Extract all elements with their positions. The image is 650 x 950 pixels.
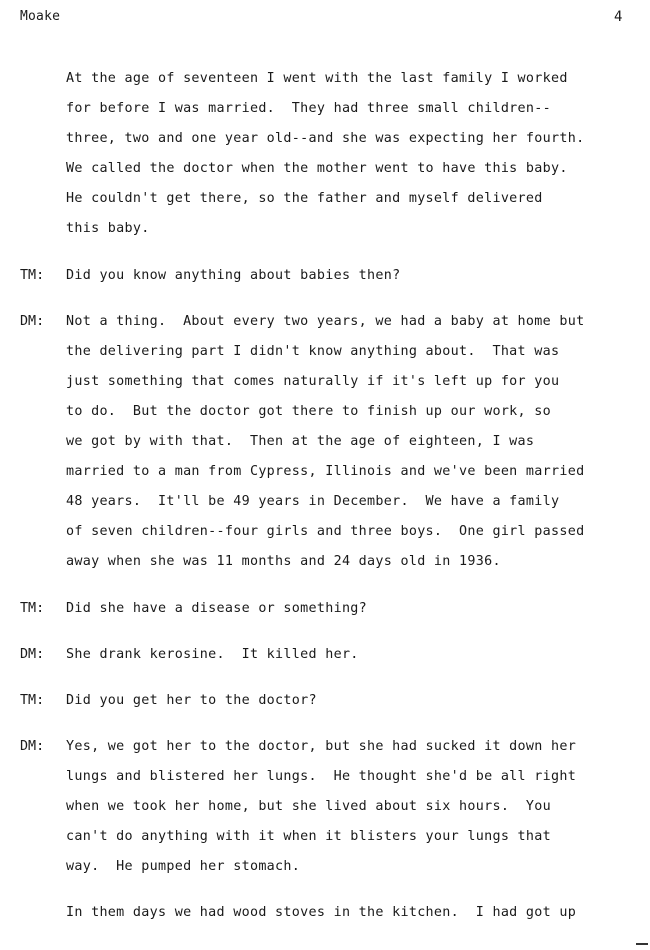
text-line: we got by with that. Then at the age of eighteen, I was [66,434,535,449]
text-line: just something that comes naturally if it's left up for you [66,374,560,389]
text-line: She drank kerosine. It killed her. [66,647,359,662]
text-line: away when she was 11 months and 24 days old in 1936. [66,554,501,569]
text-line: lungs and blistered her lungs. He thought she'd be all right [66,769,577,784]
text-line: married to a man from Cypress, Illinois and we've been married [66,464,585,479]
text-line: can't do anything with it when it blisters your lungs that [66,829,551,844]
speaker-label: TM: [20,693,45,708]
text-line: In them days we had wood stoves in the kitchen. I had got up [66,905,577,920]
speaker-label: DM: [20,647,45,662]
speaker-label: TM: [20,601,45,616]
text-line: three, two and one year old--and she was expecting her fourth. [66,131,585,146]
speaker-label: TM: [20,268,45,283]
text-line: the delivering part I didn't know anything about. That was [66,344,560,359]
text-line: Yes, we got her to the doctor, but she had sucked it down her [66,739,577,754]
header-interviewee-name: Moake [20,9,61,24]
text-line: of seven children--four girls and three boys. One girl passed [66,524,585,539]
text-line: Did you get her to the doctor? [66,693,317,708]
text-line: when we took her home, but she lived about six hours. You [66,799,551,814]
text-line: Did she have a disease or something? [66,601,368,616]
text-line: Did you know anything about babies then? [66,268,401,283]
text-line: At the age of seventeen I went with the last family I worked [66,71,568,86]
speaker-label: DM: [20,739,45,754]
text-line: to do. But the doctor got there to finish up our work, so [66,404,551,419]
text-line: We called the doctor when the mother went to have this baby. [66,161,568,176]
text-line: this baby. [66,221,150,236]
text-line: for before I was married. They had three small children-- [66,101,551,116]
text-line: 48 years. It'll be 49 years in December. We have a family [66,494,560,509]
text-line: He couldn't get there, so the father and myself delivered [66,191,543,206]
bottom-edge-mark [636,943,648,945]
speaker-label: DM: [20,314,45,329]
text-line: way. He pumped her stomach. [66,859,301,874]
page-number: 4 [614,9,623,25]
text-line: Not a thing. About every two years, we had a baby at home but [66,314,585,329]
